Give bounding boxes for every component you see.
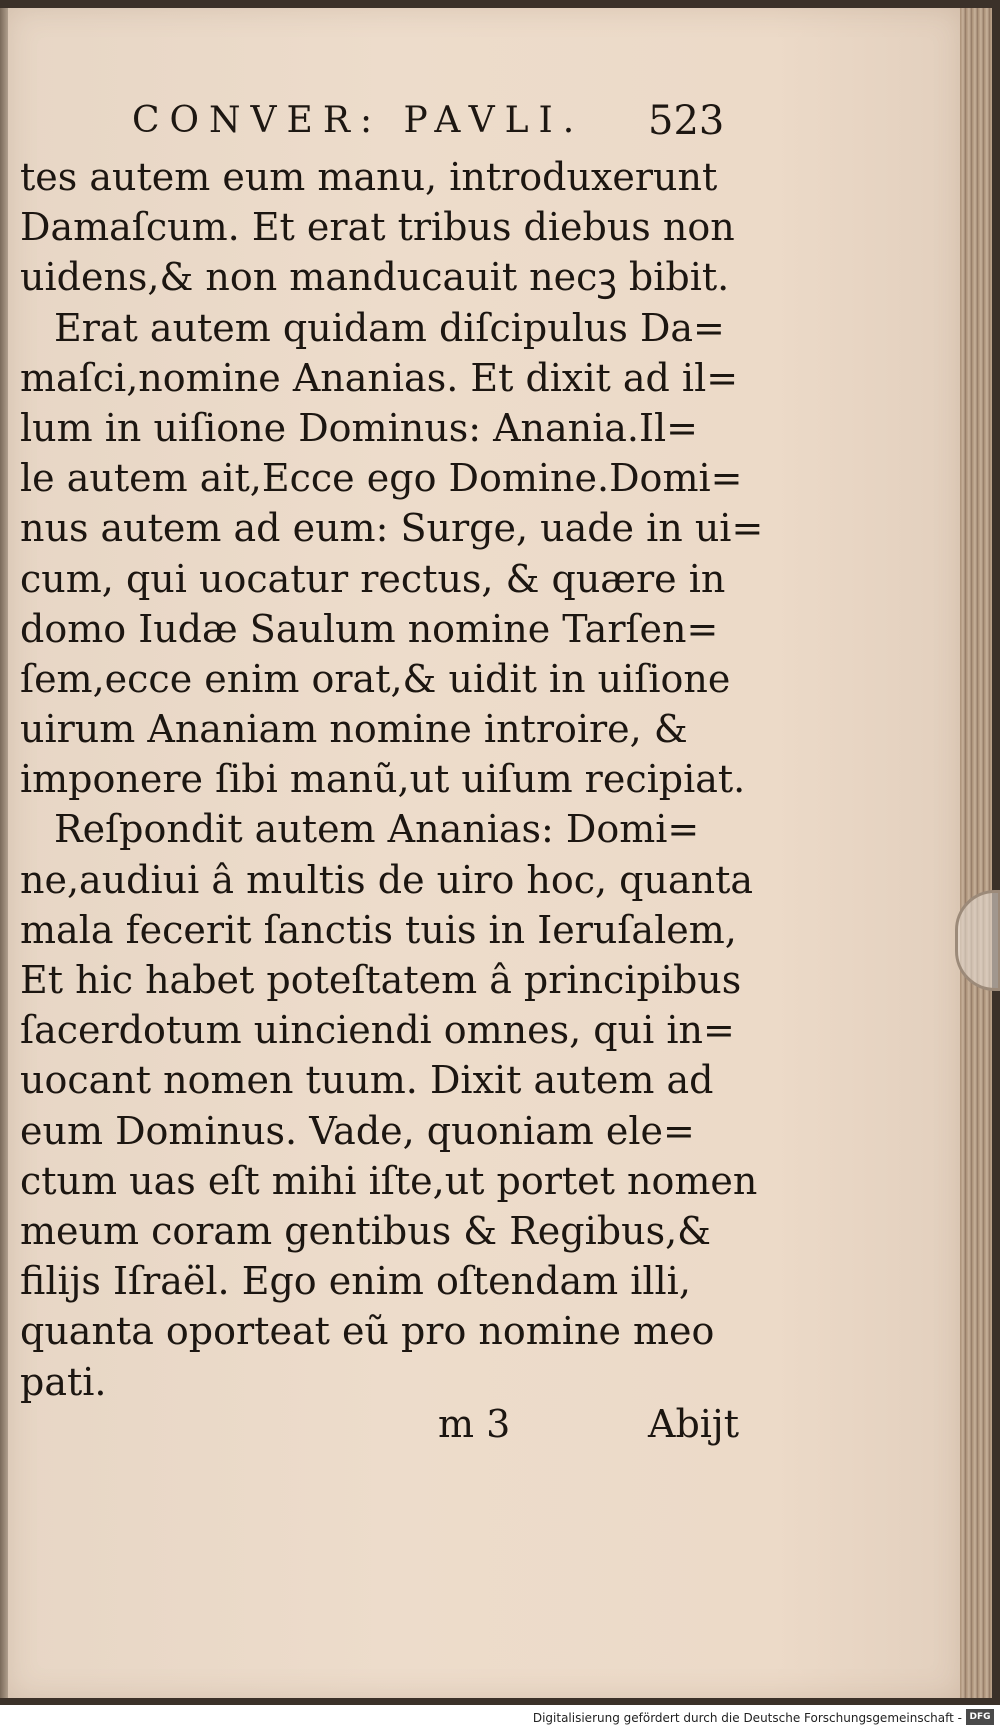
text-line: ne,audiui â multis de uiro hoc, quanta: [20, 857, 754, 902]
page-number: 523: [648, 98, 725, 144]
text-line: filijs Iſraël. Ego enim oſtendam illi,: [20, 1259, 691, 1304]
text-line: Reſpondit autem Ananias: Domi=: [54, 807, 700, 852]
signature-mark: m 3: [438, 1402, 511, 1446]
text-line: domo Iudæ Saulum nomine Tarſen=: [20, 606, 719, 651]
text-line: quanta oporteat eũ pro nomine meo: [20, 1309, 715, 1354]
dfg-logo: DFG: [966, 1709, 994, 1725]
text-line: Erat autem quidam diſcipulus Da=: [54, 305, 725, 350]
text-line: uidens,& non manducauit necꝫ bibit.: [20, 255, 730, 300]
text-line: uocant nomen tuum. Dixit autem ad: [20, 1058, 714, 1103]
text-line: tes autem eum manu, introduxerunt: [20, 155, 718, 199]
text-line: meum coram gentibus & Regibus,&: [20, 1208, 711, 1253]
digitization-credit: Digitalisierung gefördert durch die Deutsche Forschungsgemeinschaft -: [532, 1711, 962, 1725]
catchword: Abijt: [648, 1402, 739, 1446]
text-line: lum in uiſione Dominus: Anania.Il=: [20, 405, 699, 450]
page-edges: [960, 8, 992, 1698]
text-line: Et hic habet poteſtatem â principibus: [20, 958, 742, 1002]
text-line: maſci,nomine Ananias. Et dixit ad il=: [20, 355, 739, 400]
running-title: CONVER: PAVLI.: [132, 100, 585, 141]
text-line: mala fecerit ſanctis tuis in Ieruſalem,: [20, 907, 737, 952]
text-line: uirum Ananiam nomine introire, &: [20, 707, 688, 752]
text-line: le autem ait,Ecce ego Domine.Domi=: [20, 456, 743, 501]
text-line: imponere ſibi manũ,ut uiſum recipiat.: [20, 757, 746, 802]
text-line: ſacerdotum uinciendi omnes, qui in=: [20, 1008, 735, 1053]
text-line: Damaſcum. Et erat tribus diebus non: [20, 205, 735, 250]
text-line: eum Dominus. Vade, quoniam ele=: [20, 1108, 695, 1153]
text-line: ſem,ecce enim orat,& uidit in uiſione: [20, 656, 731, 701]
text-line: cum, qui uocatur rectus, & quære in: [20, 556, 726, 601]
text-line: ctum uas eſt mihi iſte,ut portet nomen: [20, 1158, 758, 1203]
body-text: [20, 152, 764, 1407]
text-line: nus autem ad eum: Surge, uade in ui=: [20, 506, 764, 551]
text-line: pati.: [20, 1359, 107, 1404]
